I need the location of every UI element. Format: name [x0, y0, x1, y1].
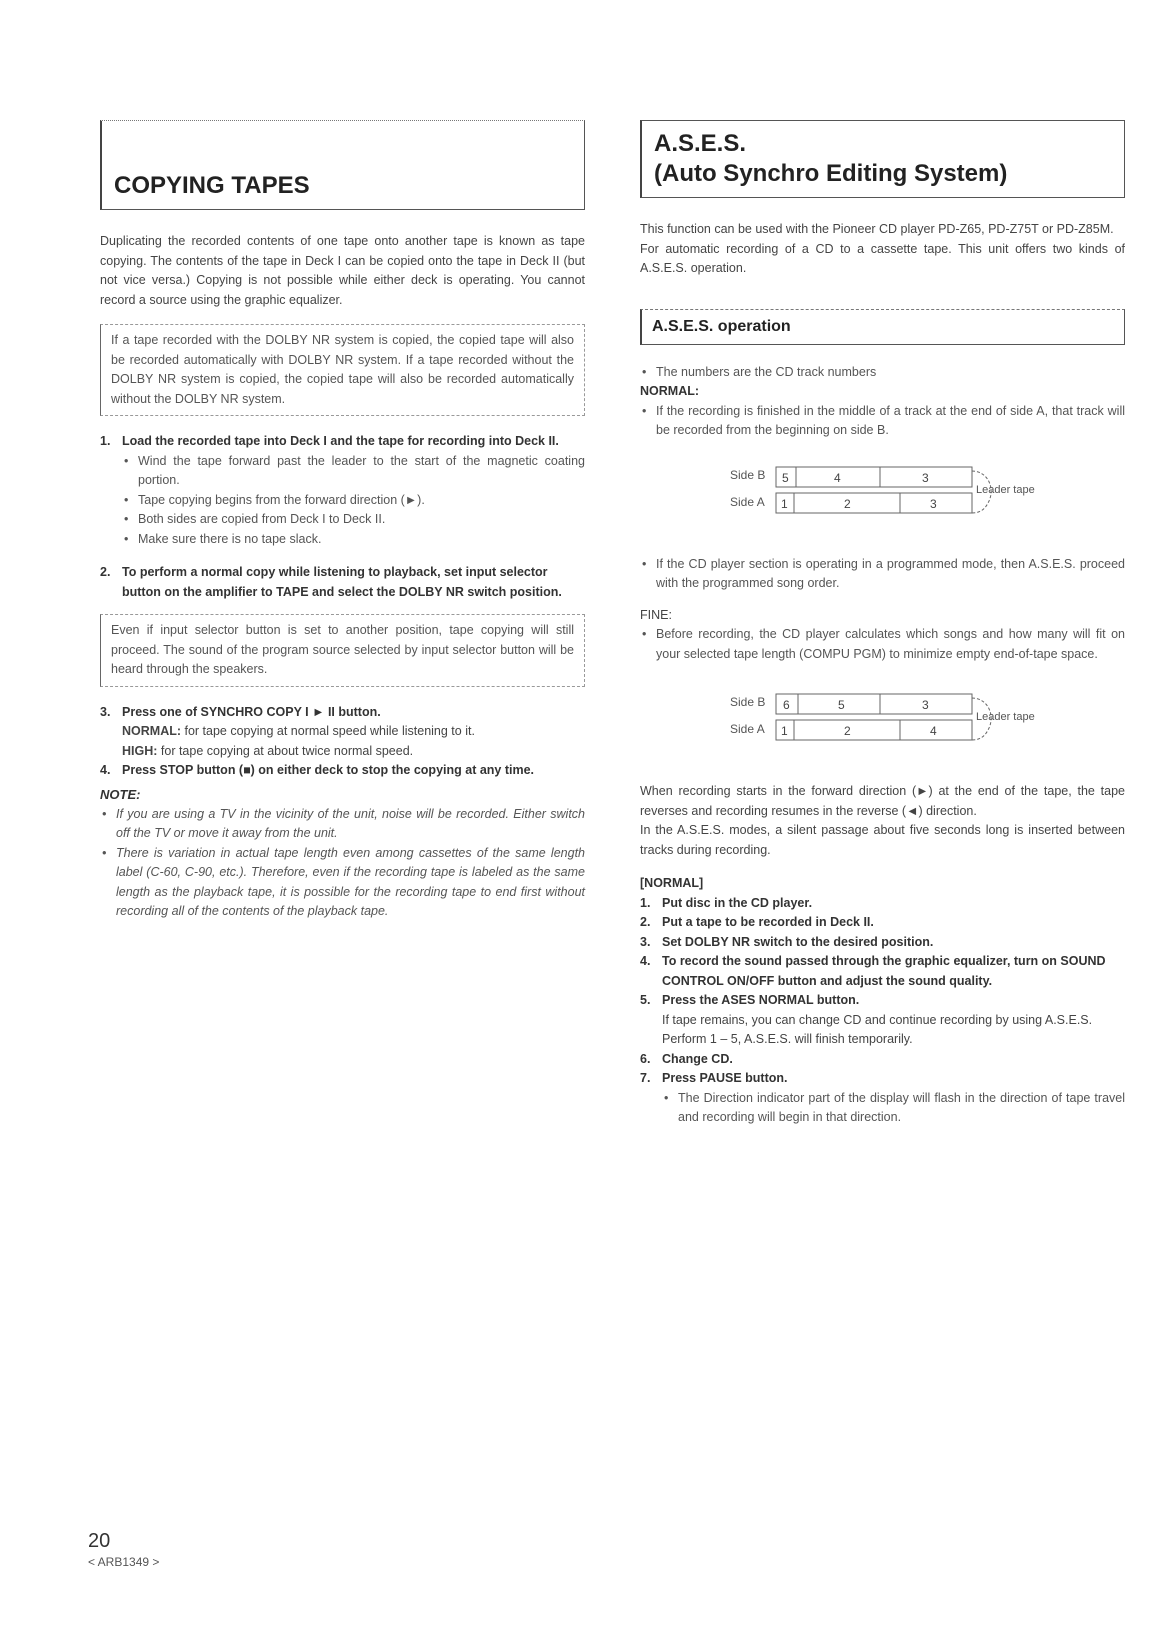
side-b-track	[776, 694, 972, 714]
intro-paragraph: Duplicating the recorded contents of one tape onto another tape is known as tape copying. The contents of the tape in Deck I can be copied onto the tape in Deck II (but not vice versa.) Copying is not possible while either deck is operating. You cannot record a source using the graphic equalizer.	[100, 234, 585, 307]
side-a-track	[776, 720, 972, 740]
right-column	[640, 120, 1125, 1128]
list-item: • If the CD player section is operating in a programmed mode, then A.S.E.S. proceed with the programmed song order.	[640, 555, 1125, 594]
copying-tapes-title-box	[100, 120, 585, 210]
ases-step-2	[640, 913, 1125, 933]
tape-diagram-normal	[640, 455, 1125, 547]
side-a-label: Side A	[730, 494, 765, 509]
section-title: COPYING TAPES	[114, 172, 310, 199]
normal-bullet-list	[640, 402, 1125, 441]
fine-bullet-list	[640, 625, 1125, 664]
track-bullet-list	[640, 363, 1125, 383]
ases-step-4	[640, 952, 1125, 991]
step-2	[100, 563, 585, 602]
list-item: • If the recording is finished in the middle of a track at the end of side A, that track will be recorded from the beginning on side B.	[640, 402, 1125, 441]
input-note-text: Even if input selector button is set to another position, tape copying will still proceed. The sound of the program source selected by input selector button will be heard through the speakers.	[111, 623, 574, 676]
page-number: 20	[88, 1530, 111, 1552]
ases-step-3	[640, 933, 1125, 953]
ases-step-6	[640, 1050, 1125, 1070]
step-number: 4.	[100, 763, 111, 777]
track-number: 2	[844, 496, 851, 511]
step-heading: Put a tape to be recorded in Deck II.	[662, 915, 874, 929]
ases-operation-heading-box	[640, 309, 1125, 345]
step-heading: Press PAUSE button.	[662, 1071, 788, 1085]
side-b-label: Side B	[730, 695, 766, 709]
normal-bracket-heading: [NORMAL]	[640, 876, 704, 890]
track-number: 3	[922, 698, 929, 712]
track-number: 5	[838, 698, 845, 712]
list-item: • The numbers are the CD track numbers	[640, 363, 1125, 383]
step-heading: Press STOP button (■) on either deck to stop the copying at any time.	[122, 763, 535, 777]
program-bullet-list	[640, 555, 1125, 594]
track-number: 5	[782, 470, 789, 485]
step-number: 2.	[640, 915, 651, 929]
note-heading: NOTE:	[100, 786, 141, 802]
silent-paragraph: In the A.S.E.S. modes, a silent passage about five seconds long is inserted between tracks during recording.	[640, 823, 1125, 857]
left-column	[100, 120, 585, 922]
list-item: • There is variation in actual tape length even among cassettes of the same length label (C-60, C-90, etc.). Therefore, even if the recording tape is labeled as the same length as the playback tape, it is possible for the recording tape to end first without recording all of the contents of the playback tape.	[100, 844, 585, 922]
leader-label: Leader tape	[976, 711, 1035, 723]
step-5-extra-1: If tape remains, you can change CD and continue recording by using A.S.E.S.	[662, 1012, 1093, 1027]
normal-label: NORMAL:	[122, 724, 182, 738]
ases-step-7	[640, 1069, 1125, 1128]
high-label: HIGH:	[122, 743, 158, 758]
track-number: 4	[834, 470, 841, 485]
track-number: 1	[781, 496, 788, 511]
list-item: • Before recording, the CD player calculates which songs and how many will fit on your selected tape length (COMPU PGM) to minimize empty end-of-tape space.	[640, 625, 1125, 664]
tape-diagram-svg	[730, 682, 1035, 772]
step-heading: To perform a normal copy while listening to playback, set input selector button on the amplifier to TAPE and select the DOLBY NR switch position.	[122, 565, 562, 599]
list-item: • Both sides are copied from Deck I to Deck II.	[122, 510, 585, 530]
step-number: 3.	[100, 704, 111, 719]
high-text: for tape copying at about twice normal speed.	[157, 743, 414, 758]
step-1	[100, 432, 585, 549]
step-1-bullets	[122, 452, 585, 550]
track-number: 2	[844, 724, 851, 738]
normal-speed-line	[122, 722, 585, 742]
list-item: • The Direction indicator part of the display will flash in the direction of tape travel and recording will begin in that direction.	[662, 1089, 1125, 1128]
track-number: 3	[930, 496, 937, 511]
note-list	[100, 805, 585, 922]
step-heading: Press one of SYNCHRO COPY I ► II button.	[122, 704, 381, 719]
intro-paragraph-2: For automatic recording of a CD to a cassette tape. This unit offers two kinds of A.S.E.S. operation.	[640, 241, 1125, 275]
step-number: 6.	[640, 1051, 651, 1066]
list-item: • Make sure there is no tape slack.	[122, 530, 585, 550]
side-b-track	[776, 467, 972, 487]
track-number: 4	[930, 724, 937, 738]
list-item: • If you are using a TV in the vicinity of the unit, noise will be recorded. Either switch off the TV or move it away from the unit.	[100, 805, 585, 844]
page-footer	[88, 1530, 159, 1569]
high-speed-line	[122, 742, 585, 762]
list-item: • Tape copying begins from the forward direction (►).	[122, 491, 585, 511]
track-number: 6	[783, 698, 790, 712]
ases-step-5	[640, 991, 1125, 1050]
step-heading: Change CD.	[662, 1051, 733, 1066]
step-heading: Press the ASES NORMAL button.	[662, 993, 860, 1007]
side-a-track	[776, 493, 972, 513]
dolby-note-text: If a tape recorded with the DOLBY NR system is copied, the copied tape will also be recorded automatically with DOLBY NR system. If a tape recorded without the DOLBY NR system is copied, the copied tape will also be recorded automatically without the DOLBY NR system.	[111, 333, 574, 406]
list-item: • Wind the tape forward past the leader to the start of the magnetic coating portion.	[122, 452, 585, 491]
normal-text: for tape copying at normal speed while listening to it.	[181, 724, 475, 738]
step-number: 5.	[640, 993, 651, 1007]
step-number: 1.	[640, 895, 651, 910]
step-number: 2.	[100, 565, 111, 579]
step-number: 4.	[640, 954, 651, 968]
step-heading: Set DOLBY NR switch to the desired position.	[662, 934, 934, 949]
track-number: 1	[781, 724, 788, 738]
leader-label: Leader tape	[976, 483, 1035, 496]
step-heading: Load the recorded tape into Deck I and the tape for recording into Deck II.	[122, 434, 559, 448]
side-a-label: Side A	[730, 722, 765, 736]
step-heading: Put disc in the CD player.	[662, 895, 813, 910]
fine-heading: FINE:	[640, 607, 672, 622]
title-line-1: A.S.E.S.	[654, 130, 747, 157]
side-b-label: Side B	[730, 467, 766, 482]
document-code: < ARB1349 >	[88, 1555, 160, 1569]
step-number: 1.	[100, 434, 111, 448]
intro-paragraph-1: This function can be used with the Pioneer CD player PD-Z65, PD-Z75T or PD-Z85M.	[640, 222, 1114, 236]
dolby-note-box	[100, 324, 585, 416]
step-heading: To record the sound passed through the graphic equalizer, turn on SOUND CONTROL ON/OFF button and adjust the sound quality.	[662, 954, 1106, 988]
ases-step-1	[640, 894, 1125, 914]
reverse-paragraph: When recording starts in the forward direction (►) at the end of the tape, the tape reverses and recording resumes in the reverse (◄) direction.	[640, 784, 1125, 818]
section-title	[654, 129, 1112, 189]
step-4	[100, 761, 585, 781]
step-number: 3.	[640, 934, 651, 949]
step-number: 7.	[640, 1071, 651, 1085]
title-line-2: (Auto Synchro Editing System)	[654, 160, 1008, 187]
step-3	[100, 703, 585, 762]
input-note-box	[100, 614, 585, 687]
track-number: 3	[922, 470, 929, 485]
step-5-extra-2: Perform 1 – 5, A.S.E.S. will finish temporarily.	[662, 1032, 913, 1046]
normal-heading: NORMAL:	[640, 384, 700, 398]
tape-diagram-fine	[640, 682, 1125, 774]
tape-diagram-svg	[730, 455, 1035, 545]
ases-title-box	[640, 120, 1125, 198]
sub-title: A.S.E.S. operation	[652, 317, 791, 335]
step-7-bullets	[662, 1089, 1125, 1128]
